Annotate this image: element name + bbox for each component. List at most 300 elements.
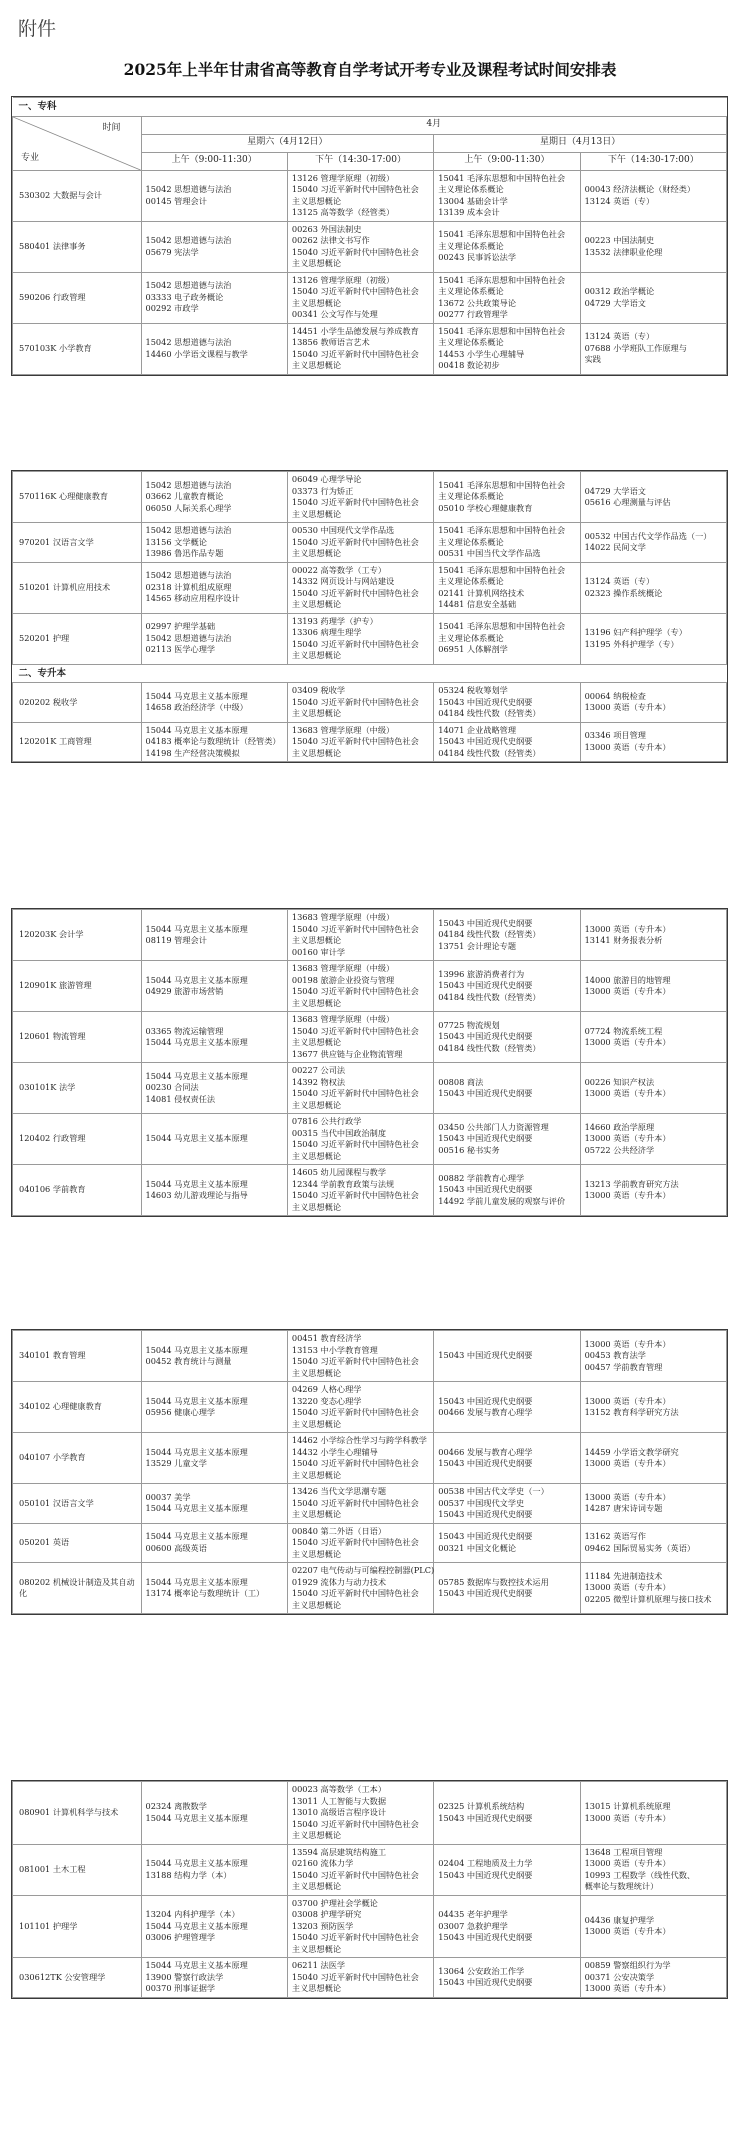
schedule-cell-sun-pm xyxy=(580,1782,726,1845)
schedule-cell-sun-am xyxy=(434,1844,580,1895)
course-line: 15040 习近平新时代中国特色社会 xyxy=(291,1818,419,1829)
schedule-cell-sat-pm xyxy=(287,1844,433,1895)
course-line: 13126 管理学原理（初级） xyxy=(291,172,395,183)
course-line: 03007 急救护理学 xyxy=(438,1920,508,1931)
schedule-cell-sun-pm xyxy=(580,1484,726,1524)
course-line: 04269 人格心理学 xyxy=(291,1384,362,1394)
schedule-cell-sat-am xyxy=(141,1382,287,1433)
major-cell: 040106 学前教育 xyxy=(13,1165,142,1216)
course-line: 13004 基础会计学 xyxy=(438,195,508,206)
major-cell: 970201 汉语言文学 xyxy=(13,523,142,563)
schedule-cell-sat-pm xyxy=(287,683,433,723)
schedule-cell-sat-pm xyxy=(287,1484,433,1524)
course-line: 概率论与数理统计） xyxy=(584,1881,659,1891)
schedule-cell-sat-am xyxy=(141,1844,287,1895)
course-line: 06050 人际关系心理学 xyxy=(145,502,232,513)
course-line: 02141 计算机网络技术 xyxy=(438,587,525,598)
course-line: 00230 合同法 xyxy=(145,1082,199,1093)
table-row xyxy=(13,1484,727,1524)
schedule-cell-sun-am xyxy=(434,221,580,272)
schedule-cell-sun-am xyxy=(434,272,580,323)
header-sun-am: 上午（9:00-11:30） xyxy=(434,152,580,170)
course-line: 主义思想概论 xyxy=(291,935,342,945)
course-line: 00882 学前教育心理学 xyxy=(438,1172,525,1183)
course-line: 14460 小学语文课程与教学 xyxy=(145,348,248,359)
schedule-cell-sat-pm xyxy=(287,221,433,272)
course-line: 15040 习近平新时代中国特色社会 xyxy=(291,1025,419,1036)
course-line: 15042 思想道德与法治 xyxy=(145,479,232,490)
course-line: 15043 中国近现代史纲要 xyxy=(438,736,533,746)
course-line: 15041 毛泽东思想和中国特色社会 xyxy=(438,564,566,575)
course-line: 14459 小学语文教学研究 xyxy=(584,1446,679,1457)
course-line: 00531 中国当代文学作品选 xyxy=(438,548,541,558)
course-line: 00145 管理会计 xyxy=(145,195,207,206)
course-line: 13000 英语（专升本） xyxy=(584,1133,671,1144)
course-line: 00516 秘书实务 xyxy=(438,1144,500,1155)
course-line: 13594 高层建筑结构施工 xyxy=(291,1846,387,1857)
course-line: 15043 中国近现代史纲要 xyxy=(438,1350,533,1361)
schedule-cell-sat-pm xyxy=(287,523,433,563)
schedule-cell-sat-pm xyxy=(287,170,433,221)
course-line: 14481 信息安全基础 xyxy=(438,599,517,609)
major-cell: 520201 护理 xyxy=(13,613,142,664)
course-line: 15043 中国近现代史纲要 xyxy=(438,917,533,928)
course-line: 15040 习近平新时代中国特色社会 xyxy=(291,286,419,296)
major-cell: 080901 计算机科学与技术 xyxy=(13,1782,142,1845)
major-cell: 120402 行政管理 xyxy=(13,1114,142,1165)
course-line: 主义思想概论 xyxy=(291,1367,342,1378)
course-line: 00263 外国法制史 xyxy=(291,223,362,234)
course-line: 00022 高等数学（工专） xyxy=(291,564,387,575)
course-line: 15043 中国近现代史纲要 xyxy=(438,1869,533,1880)
major-cell: 120201K 工商管理 xyxy=(13,722,142,762)
course-line: 15041 毛泽东思想和中国特色社会 xyxy=(438,274,566,285)
schedule-cell-sun-pm xyxy=(580,472,726,523)
schedule-cell-sun-am xyxy=(434,1382,580,1433)
schedule-cell-sat-am xyxy=(141,1895,287,1958)
course-line: 01929 流体力与动力技术 xyxy=(291,1576,387,1587)
schedule-cell-sun-am xyxy=(434,1563,580,1614)
table-row xyxy=(13,1895,727,1958)
schedule-cell-sat-am xyxy=(141,1563,287,1614)
course-line: 15040 习近平新时代中国特色社会 xyxy=(291,1088,419,1098)
schedule-cell-sat-am xyxy=(141,1484,287,1524)
table-row xyxy=(13,562,727,613)
course-line: 00859 警察组织行为学 xyxy=(584,1960,671,1970)
schedule-cell-sun-pm xyxy=(580,1165,726,1216)
course-line: 00532 中国古代文学作品选（一） xyxy=(584,530,712,541)
course-line: 00466 发展与教育心理学 xyxy=(438,1446,533,1457)
schedule-cell-sun-am xyxy=(434,562,580,613)
schedule-block-5 xyxy=(11,1780,728,1999)
course-line: 00418 数论初步 xyxy=(438,360,500,370)
course-line: 15042 思想道德与法治 xyxy=(145,337,232,347)
schedule-cell-sat-am xyxy=(141,961,287,1012)
course-line: 04729 大学语文 xyxy=(584,485,646,496)
course-line: 00457 学前教育管理 xyxy=(584,1361,663,1372)
course-line: 02324 离散数学 xyxy=(145,1801,207,1812)
schedule-cell-sat-pm xyxy=(287,472,433,523)
schedule-cell-sun-pm xyxy=(580,272,726,323)
course-line: 03373 行为矫正 xyxy=(291,485,354,496)
course-line: 03333 电子政务概论 xyxy=(145,291,224,302)
schedule-cell-sat-am xyxy=(141,1782,287,1845)
course-line: 02207 电气传动与可编程控制器(PLC) xyxy=(291,1565,435,1575)
course-line: 14462 小学综合性学习与跨学科教学 xyxy=(291,1435,427,1445)
major-cell: 030101K 法学 xyxy=(13,1063,142,1114)
schedule-cell-sat-am xyxy=(141,523,287,563)
schedule-cell-sat-am xyxy=(141,323,287,374)
course-line: 15040 习近平新时代中国特色社会 xyxy=(291,1190,419,1200)
major-cell: 120203K 会计学 xyxy=(13,910,142,961)
schedule-cell-sun-am xyxy=(434,1331,580,1382)
course-line: 11184 先进制造技术 xyxy=(584,1570,663,1581)
course-line: 15044 马克思主义基本原理 xyxy=(145,1812,248,1823)
course-line: 06049 心理学导论 xyxy=(291,474,362,484)
schedule-cell-sun-pm xyxy=(580,1433,726,1484)
course-line: 00292 市政学 xyxy=(145,303,199,314)
course-line: 10993 工程数学（线性代数、 xyxy=(584,1869,696,1880)
table-row xyxy=(13,1331,727,1382)
schedule-cell-sat-pm xyxy=(287,272,433,323)
course-line: 00243 民事诉讼法学 xyxy=(438,252,517,263)
course-line: 13124 英语（专） xyxy=(584,195,655,206)
header-sun-pm: 下午（14:30-17:00） xyxy=(580,152,726,170)
course-line: 03008 护理学研究 xyxy=(291,1909,362,1919)
major-cell: 020202 税收学 xyxy=(13,683,142,723)
course-line: 15042 思想道德与法治 xyxy=(145,280,232,291)
course-line: 05785 数据库与数控技术运用 xyxy=(438,1576,549,1587)
course-line: 04729 大学语文 xyxy=(584,297,646,308)
schedule-cell-sun-am xyxy=(434,1895,580,1958)
course-line: 15040 习近平新时代中国特色社会 xyxy=(291,184,419,194)
major-cell: 030612TK 公安管理学 xyxy=(13,1958,142,1998)
schedule-cell-sun-pm xyxy=(580,1563,726,1614)
schedule-cell-sat-am xyxy=(141,170,287,221)
schedule-cell-sun-am xyxy=(434,1782,580,1845)
course-line: 00043 经济法概论（财经类） xyxy=(584,184,696,194)
schedule-cell-sat-pm xyxy=(287,323,433,374)
course-line: 03409 税收学 xyxy=(291,685,346,695)
schedule-cell-sat-pm xyxy=(287,1523,433,1563)
major-cell: 101101 护理学 xyxy=(13,1895,142,1958)
schedule-cell-sat-pm xyxy=(287,562,433,613)
course-line: 13529 儿童文学 xyxy=(145,1458,207,1468)
course-line: 主义思想概论 xyxy=(291,1418,342,1429)
schedule-cell-sat-pm xyxy=(287,613,433,664)
schedule-cell-sun-pm xyxy=(580,1523,726,1563)
course-line: 15042 思想道德与法治 xyxy=(145,184,232,194)
table-row xyxy=(13,1958,727,1998)
course-line: 主义思想概论 xyxy=(291,195,342,206)
course-line: 00262 法律文书写作 xyxy=(291,235,370,245)
course-line: 14081 侵权责任法 xyxy=(145,1093,216,1104)
schedule-cell-sun-am xyxy=(434,1012,580,1063)
course-line: 00023 高等数学（工本） xyxy=(291,1784,387,1794)
schedule-cell-sun-pm xyxy=(580,613,726,664)
course-line: 15040 习近平新时代中国特色社会 xyxy=(291,1497,419,1508)
course-line: 15040 习近平新时代中国特色社会 xyxy=(291,736,419,746)
course-line: 13196 妇产科护理学（专） xyxy=(584,627,687,637)
course-line: 15040 习近平新时代中国特色社会 xyxy=(291,1458,419,1468)
table-row xyxy=(13,1165,727,1216)
course-line: 13174 概率论与数理统计（工） xyxy=(145,1588,265,1598)
course-line: 13152 教育科学研究方法 xyxy=(584,1407,679,1417)
course-line: 主义思想概论 xyxy=(291,1469,342,1480)
course-line: 13162 英语写作 xyxy=(584,1531,646,1542)
schedule-cell-sat-am xyxy=(141,910,287,961)
course-line: 主义思想概论 xyxy=(291,548,342,558)
course-line: 15044 马克思主义基本原理 xyxy=(145,923,248,934)
course-line: 14660 政治学原理 xyxy=(584,1121,655,1132)
table-row xyxy=(13,1433,727,1484)
course-line: 14451 小学生品德发展与养成教育 xyxy=(291,325,419,336)
course-line: 主义思想概论 xyxy=(291,1943,342,1954)
course-line: 13156 文学概论 xyxy=(145,536,207,547)
course-line: 13193 药理学（护专） xyxy=(291,615,378,626)
schedule-cell-sun-am xyxy=(434,1063,580,1114)
course-line: 15043 中国近现代史纲要 xyxy=(438,1184,533,1195)
course-line: 15043 中国近现代史纲要 xyxy=(438,1932,533,1942)
header-major-label: 专业 xyxy=(21,153,40,163)
schedule-cell-sun-am xyxy=(434,722,580,762)
course-line: 15040 习近平新时代中国特色社会 xyxy=(291,696,419,707)
course-line: 15044 马克思主义基本原理 xyxy=(145,1920,248,1931)
major-cell: 080202 机械设计制造及其自动化 xyxy=(13,1563,142,1614)
course-line: 15040 习近平新时代中国特色社会 xyxy=(291,1932,419,1942)
course-line: 15044 马克思主义基本原理 xyxy=(145,1576,248,1587)
schedule-cell-sat-am xyxy=(141,1165,287,1216)
course-line: 02323 操作系统概论 xyxy=(584,587,663,598)
schedule-cell-sat-pm xyxy=(287,1958,433,1998)
major-cell: 340102 心理健康教育 xyxy=(13,1382,142,1433)
course-line: 主义思想概论 xyxy=(291,508,342,519)
course-line: 15043 中国近现代史纲要 xyxy=(438,1133,533,1144)
course-line: 14071 企业战略管理 xyxy=(438,724,517,735)
course-line: 15040 习近平新时代中国特色社会 xyxy=(291,638,419,649)
table-row xyxy=(13,961,727,1012)
schedule-cell-sun-pm xyxy=(580,523,726,563)
course-line: 00198 旅游企业投资与管理 xyxy=(291,974,395,985)
course-line: 13124 英语（专） xyxy=(584,576,655,586)
schedule-cell-sat-pm xyxy=(287,1165,433,1216)
course-line: 15040 习近平新时代中国特色社会 xyxy=(291,923,419,934)
schedule-block-2 xyxy=(11,470,728,763)
course-line: 13856 教师语言艺术 xyxy=(291,337,370,347)
course-line: 00840 第二外语（日语） xyxy=(291,1525,387,1536)
course-line: 主义思想概论 xyxy=(291,297,342,308)
course-line: 15044 马克思主义基本原理 xyxy=(145,1395,248,1406)
course-line: 03700 护理社会学概论 xyxy=(291,1897,378,1908)
schedule-cell-sun-am xyxy=(434,910,580,961)
course-line: 00538 中国古代文学史（一） xyxy=(438,1486,549,1496)
course-line: 15044 马克思主义基本原理 xyxy=(145,1070,248,1081)
course-line: 15043 中国近现代史纲要 xyxy=(438,696,533,707)
schedule-cell-sat-pm xyxy=(287,1063,433,1114)
course-line: 13011 人工智能与大数据 xyxy=(291,1795,387,1806)
course-line: 13000 英语（专升本） xyxy=(584,1491,671,1502)
course-line: 04183 概率论与数理统计（经管类） xyxy=(145,736,281,746)
course-line: 15040 习近平新时代中国特色社会 xyxy=(291,246,419,257)
course-line: 13153 中小学教育管理 xyxy=(291,1344,378,1355)
course-line: 15041 毛泽东思想和中国特色社会 xyxy=(438,525,566,535)
course-line: 15040 习近平新时代中国特色社会 xyxy=(291,587,419,598)
schedule-cell-sat-pm xyxy=(287,1012,433,1063)
course-line: 主义思想概论 xyxy=(291,1099,342,1110)
course-line: 13188 结构力学（本） xyxy=(145,1869,232,1880)
course-line: 13064 公安政治工作学 xyxy=(438,1965,525,1976)
course-line: 15044 马克思主义基本原理 xyxy=(145,1446,248,1457)
course-line: 07724 物流系统工程 xyxy=(584,1025,663,1036)
table-row xyxy=(13,1844,727,1895)
course-line: 13204 内科护理学（本） xyxy=(145,1909,240,1919)
course-line: 15041 毛泽东思想和中国特色社会 xyxy=(438,172,566,183)
course-line: 04184 线性代数（经管类） xyxy=(438,991,541,1002)
course-line: 00371 公安决策学 xyxy=(584,1971,655,1982)
course-line: 15043 中国近现代史纲要 xyxy=(438,1509,533,1519)
course-line: 08119 管理会计 xyxy=(145,935,207,945)
course-line: 00064 纳税检查 xyxy=(584,690,646,701)
course-line: 15040 习近平新时代中国特色社会 xyxy=(291,1139,419,1149)
schedule-cell-sun-am xyxy=(434,1165,580,1216)
major-cell: 510201 计算机应用技术 xyxy=(13,562,142,613)
major-cell: 580401 法律事务 xyxy=(13,221,142,272)
course-line: 主义理论体系概论 xyxy=(438,184,504,194)
course-line: 主义思想概论 xyxy=(291,1881,342,1891)
schedule-cell-sun-am xyxy=(434,1114,580,1165)
schedule-cell-sat-am xyxy=(141,1523,287,1563)
course-line: 14565 移动应用程序设计 xyxy=(145,593,240,604)
major-cell: 120901K 旅游管理 xyxy=(13,961,142,1012)
course-line: 15040 习近平新时代中国特色社会 xyxy=(291,1588,419,1598)
table-row xyxy=(13,221,727,272)
course-line: 00226 知识产权法 xyxy=(584,1076,655,1087)
major-cell: 050201 英语 xyxy=(13,1523,142,1563)
course-line: 15043 中国近现代史纲要 xyxy=(438,1088,533,1098)
schedule-cell-sat-am xyxy=(141,221,287,272)
course-line: 15040 习近平新时代中国特色社会 xyxy=(291,1537,419,1547)
course-line: 14432 小学生心理辅导 xyxy=(291,1446,378,1457)
major-cell: 530302 大数据与会计 xyxy=(13,170,142,221)
course-line: 04184 线性代数（经管类） xyxy=(438,747,541,758)
major-cell: 081001 土木工程 xyxy=(13,1844,142,1895)
course-line: 15043 中国近现代史纲要 xyxy=(438,1395,533,1406)
course-line: 15040 习近平新时代中国特色社会 xyxy=(291,497,419,507)
schedule-cell-sun-pm xyxy=(580,1012,726,1063)
course-line: 13683 管理学原理（中级） xyxy=(291,912,395,922)
schedule-cell-sun-pm xyxy=(580,221,726,272)
course-line: 13426 当代文学思潮专题 xyxy=(291,1486,387,1496)
course-line: 14198 生产经营决策模拟 xyxy=(145,747,240,758)
course-line: 02404 工程地质及土力学 xyxy=(438,1858,533,1868)
course-line: 14392 物权法 xyxy=(291,1076,346,1087)
course-line: 14603 幼儿游戏理论与指导 xyxy=(145,1190,248,1200)
schedule-block-3 xyxy=(11,908,728,1217)
schedule-cell-sun-am xyxy=(434,1958,580,1998)
course-line: 15040 习近平新时代中国特色社会 xyxy=(291,1356,419,1366)
header-sunday: 星期日（4月13日） xyxy=(434,134,727,152)
course-line: 13220 变态心理学 xyxy=(291,1395,362,1406)
course-line: 00160 审计学 xyxy=(291,946,346,957)
course-line: 14605 幼儿园课程与教学 xyxy=(291,1167,387,1177)
schedule-cell-sun-pm xyxy=(580,1844,726,1895)
course-line: 15042 思想道德与法治 xyxy=(145,525,232,535)
course-line: 15044 马克思主义基本原理 xyxy=(145,690,248,701)
course-line: 13000 英语（专升本） xyxy=(584,1338,671,1349)
table-row xyxy=(13,1782,727,1845)
schedule-cell-sat-pm xyxy=(287,1331,433,1382)
course-line: 主义思想概论 xyxy=(291,1037,342,1047)
course-line: 00277 行政管理学 xyxy=(438,309,508,319)
schedule-cell-sat-am xyxy=(141,1063,287,1114)
schedule-cell-sat-am xyxy=(141,722,287,762)
course-line: 14287 唐宋诗词专题 xyxy=(584,1503,663,1514)
schedule-cell-sat-am xyxy=(141,272,287,323)
course-line: 00037 美学 xyxy=(145,1491,191,1502)
table-row xyxy=(13,1012,727,1063)
major-cell: 590206 行政管理 xyxy=(13,272,142,323)
schedule-cell-sat-pm xyxy=(287,1433,433,1484)
major-cell: 340101 教育管理 xyxy=(13,1331,142,1382)
schedule-cell-sat-pm xyxy=(287,961,433,1012)
section-heading: 一、专科 xyxy=(13,98,727,117)
major-cell: 040107 小学教育 xyxy=(13,1433,142,1484)
course-line: 04184 线性代数（经管类） xyxy=(438,1042,541,1053)
schedule-cell-sat-pm xyxy=(287,910,433,961)
course-line: 14658 政治经济学（中级） xyxy=(145,702,248,713)
course-line: 15040 习近平新时代中国特色社会 xyxy=(291,1407,419,1417)
header-sat-am: 上午（9:00-11:30） xyxy=(141,152,287,170)
table-row xyxy=(13,1063,727,1114)
course-line: 00808 商法 xyxy=(438,1076,484,1087)
course-line: 实践 xyxy=(584,354,601,365)
course-line: 00600 高级英语 xyxy=(145,1542,207,1553)
schedule-cell-sat-am xyxy=(141,1114,287,1165)
schedule-block-1 xyxy=(11,96,728,376)
document-title: 2025年上半年甘肃省高等教育自学考试开考专业及课程考试时间安排表 xyxy=(123,60,617,79)
course-line: 主义思想概论 xyxy=(291,360,342,370)
course-line: 00312 政治学概论 xyxy=(584,286,655,296)
major-cell: 570116K 心理健康教育 xyxy=(13,472,142,523)
course-line: 00315 当代中国政治制度 xyxy=(291,1127,387,1138)
table-row xyxy=(13,1523,727,1563)
schedule-cell-sun-am xyxy=(434,472,580,523)
course-line: 主义理论体系概论 xyxy=(438,632,504,643)
course-line: 02113 医学心理学 xyxy=(145,644,216,655)
course-line: 13213 学前教育研究方法 xyxy=(584,1178,679,1189)
course-line: 13683 管理学原理（中级） xyxy=(291,963,395,973)
course-line: 02325 计算机系统结构 xyxy=(438,1801,525,1812)
attachment-label: 附件 xyxy=(18,18,57,40)
course-line: 15044 马克思主义基本原理 xyxy=(145,724,248,735)
course-line: 13751 会计理论专题 xyxy=(438,940,517,951)
course-line: 13124 英语（专） xyxy=(584,331,655,342)
course-line: 09462 国际贸易实务（英语） xyxy=(584,1542,696,1553)
course-line: 主义理论体系概论 xyxy=(438,491,504,502)
course-line: 13677 供应链与企业物流管理 xyxy=(291,1048,403,1059)
course-line: 03662 儿童教育概论 xyxy=(145,491,224,502)
schedule-cell-sun-am xyxy=(434,1433,580,1484)
course-line: 14000 旅游目的地管理 xyxy=(584,974,671,985)
schedule-cell-sat-am xyxy=(141,1958,287,1998)
course-line: 15043 中国近现代史纲要 xyxy=(438,1031,533,1042)
course-line: 主义理论体系概论 xyxy=(438,286,504,296)
table-row xyxy=(13,1563,727,1614)
course-line: 00466 发展与教育心理学 xyxy=(438,1407,533,1417)
schedule-cell-sun-pm xyxy=(580,170,726,221)
course-line: 00321 中国文化概论 xyxy=(438,1542,517,1553)
course-line: 04929 旅游市场营销 xyxy=(145,986,224,996)
